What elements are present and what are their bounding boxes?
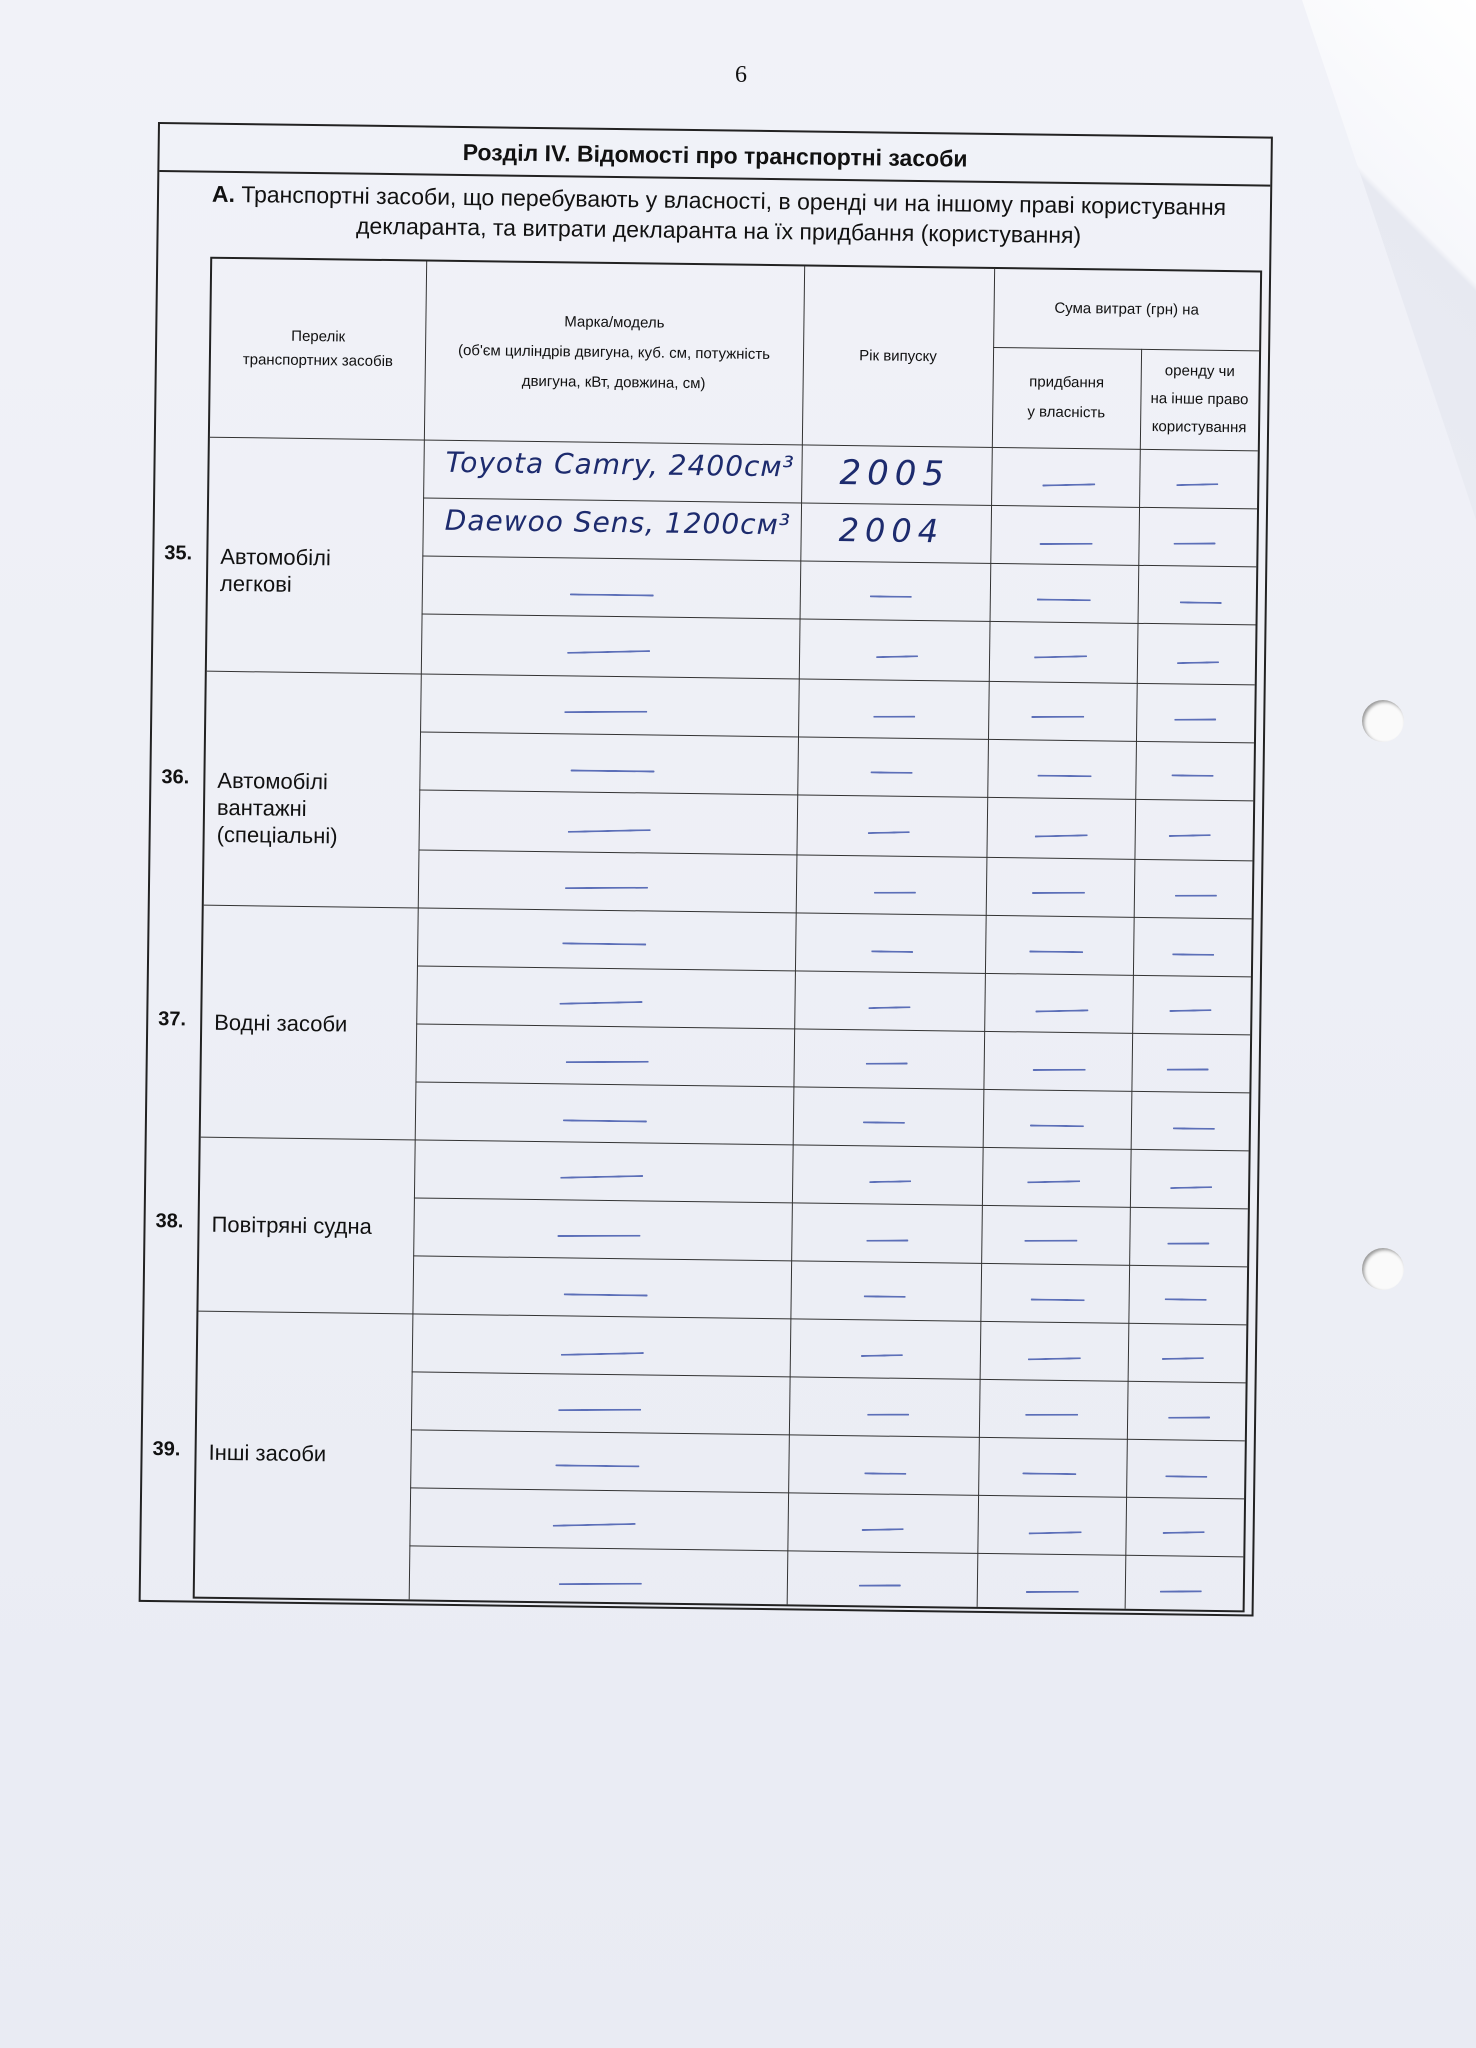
dash-mark (1169, 1009, 1212, 1012)
row-number-37: 37. (158, 1008, 187, 1031)
dash-mark (864, 1295, 906, 1298)
row-number-35: 35. (164, 542, 193, 565)
dash-mark (1180, 601, 1222, 604)
dash-mark (1168, 834, 1211, 837)
dash-mark (871, 771, 913, 774)
dash-mark (556, 1464, 639, 1467)
row-divider (409, 1545, 1243, 1557)
dash-mark (1174, 719, 1216, 721)
dash-mark (1030, 1125, 1083, 1128)
dash-mark (873, 716, 915, 718)
dash-mark (866, 1063, 908, 1065)
dash-mark (1173, 1127, 1215, 1130)
dash-mark (1171, 774, 1213, 777)
dash-mark (869, 1006, 911, 1009)
dash-mark (1026, 1591, 1079, 1593)
dash-mark (563, 1119, 646, 1122)
dash-mark (561, 1352, 644, 1356)
dash-mark (1162, 1531, 1205, 1534)
dash-mark (864, 1472, 906, 1475)
dash-mark (1040, 543, 1093, 545)
punch-hole-icon (1362, 700, 1404, 742)
row-divider (422, 613, 1256, 625)
row-name-39: Інші засоби (208, 1439, 327, 1467)
dash-mark (874, 892, 916, 894)
dash-mark (1165, 1475, 1207, 1478)
dash-mark (1176, 483, 1219, 486)
dash-mark (571, 769, 654, 772)
dash-mark (553, 1523, 636, 1527)
col-divider (977, 269, 996, 1607)
dash-mark (1162, 1357, 1205, 1360)
dash-mark (559, 1409, 642, 1411)
dash-mark (1175, 895, 1217, 897)
row-divider (416, 1023, 1250, 1035)
dash-mark (868, 831, 910, 834)
row-name-37: Водні засоби (214, 1009, 348, 1037)
dash-mark (1173, 543, 1215, 545)
dash-mark (1033, 1069, 1086, 1071)
header-cost: Сума витрат (грн) на (1054, 299, 1199, 319)
dash-mark (1160, 1590, 1202, 1592)
dash-mark (566, 1061, 649, 1063)
page-number: 6 (735, 62, 747, 88)
header-list (210, 259, 426, 440)
row-divider (417, 965, 1251, 977)
dash-mark (564, 1293, 647, 1296)
dash-mark (1025, 1240, 1078, 1242)
header-list-line: Перелік (291, 327, 346, 346)
row-number-39: 39. (152, 1438, 181, 1461)
row-name-line: Автомобілі (220, 543, 331, 571)
row-divider (420, 731, 1254, 743)
dash-mark (563, 942, 646, 945)
subtitle-letter: А. (211, 180, 236, 208)
row-divider (413, 1255, 1247, 1267)
section-title: Розділ IV. Відомості про транспортні засоби (159, 124, 1271, 187)
row-name-35 (220, 543, 331, 598)
group-divider (207, 671, 1255, 686)
dash-mark (1177, 661, 1220, 664)
row-name-line: вантажні (216, 794, 307, 822)
dash-mark (1031, 1299, 1084, 1302)
dash-mark (561, 1175, 644, 1179)
row-name-line: (спеціальні) (216, 821, 338, 849)
row-divider (414, 1197, 1248, 1209)
vehicles-table (152, 257, 1262, 1613)
section-iv-form (139, 122, 1273, 1616)
header-rent (1140, 349, 1259, 451)
dash-mark (862, 1528, 904, 1531)
header-model-line: Марка/модель (564, 313, 665, 332)
dash-mark (1166, 1068, 1208, 1070)
dash-mark (869, 1180, 911, 1183)
header-model-line: (об'єм циліндрів двигуна, куб. см, потужність (457, 341, 771, 364)
dash-mark (1028, 1357, 1081, 1360)
entry-2-model: Daewoo Sens, 1200см³ (444, 503, 792, 542)
dash-mark (1164, 1298, 1206, 1301)
group-divider (201, 1137, 1249, 1152)
dash-mark (1026, 1414, 1079, 1416)
dash-mark (859, 1584, 901, 1586)
header-purchase (992, 347, 1141, 449)
row-divider (419, 789, 1253, 801)
dash-mark (870, 595, 912, 598)
dash-mark (568, 829, 651, 833)
row-name-line: Автомобілі (217, 767, 329, 795)
dash-mark (1172, 953, 1214, 956)
dash-mark (1034, 655, 1087, 658)
row-number-38: 38. (155, 1210, 184, 1233)
row-divider (412, 1371, 1246, 1383)
dash-mark (567, 650, 650, 654)
header-list-line: транспортних засобів (242, 351, 394, 371)
entry-2-year: 2004 (838, 510, 945, 551)
dash-mark (1170, 1186, 1213, 1189)
header-rent-line: оренду чи (1164, 362, 1235, 381)
punch-hole-icon (1362, 1248, 1404, 1290)
dash-mark (1035, 834, 1088, 837)
row-divider (415, 1081, 1249, 1093)
row-divider (410, 1487, 1244, 1499)
dash-mark (1043, 483, 1096, 486)
dash-mark (570, 593, 653, 596)
dash-mark (559, 1583, 642, 1585)
header-year: Рік випуску (859, 347, 937, 366)
col-divider (1125, 349, 1142, 1609)
group-divider (204, 905, 1252, 920)
group-divider (198, 1311, 1246, 1326)
dash-mark (1167, 1242, 1209, 1244)
subtitle-line-2: декларанта, та витрати декларанта на їх придбання (користування) (355, 212, 1082, 249)
dash-mark (867, 1414, 909, 1416)
header-purchase-line: у власність (1027, 403, 1106, 422)
dash-mark (558, 1235, 641, 1237)
header-purchase-line: придбання (1029, 373, 1105, 392)
dash-mark (1023, 1472, 1076, 1475)
dash-mark (863, 1121, 905, 1124)
dash-mark (861, 1354, 903, 1357)
header-model (424, 262, 804, 445)
row-name-line: легкові (219, 570, 292, 597)
dash-mark (876, 655, 918, 658)
dash-mark (1030, 950, 1083, 953)
dash-mark (1036, 1009, 1089, 1012)
row-divider (411, 1429, 1245, 1441)
dash-mark (1029, 1531, 1082, 1534)
entry-1-model: Toyota Camry, 2400см³ (445, 445, 795, 484)
row-name-38: Повітряні судна (211, 1211, 372, 1239)
dash-mark (560, 1001, 643, 1005)
section-subtitle (188, 178, 1249, 252)
dash-mark (565, 711, 648, 713)
row-number-36: 36. (161, 766, 190, 789)
dash-mark (867, 1240, 909, 1242)
row-divider (418, 849, 1252, 861)
row-name-36 (217, 767, 339, 850)
header-rent-line: на інше право (1150, 390, 1249, 409)
dash-mark (1038, 775, 1091, 778)
subtitle-line-1: Транспортні засоби, що перебувають у власності, в оренді чи на іншому праві користування (241, 181, 1227, 220)
row-divider (422, 555, 1256, 567)
col-divider (409, 262, 428, 1600)
dash-mark (1168, 1417, 1210, 1419)
dash-mark (871, 950, 913, 953)
dash-mark (1032, 716, 1085, 718)
entry-1-year: 2005 (839, 452, 951, 495)
dash-mark (1028, 1180, 1081, 1183)
dash-mark (565, 887, 648, 889)
header-rent-line: користування (1151, 418, 1247, 437)
dash-mark (1037, 599, 1090, 602)
header-model-line: двигуна, кВт, довжина, см) (521, 372, 706, 393)
dash-mark (1032, 892, 1085, 894)
